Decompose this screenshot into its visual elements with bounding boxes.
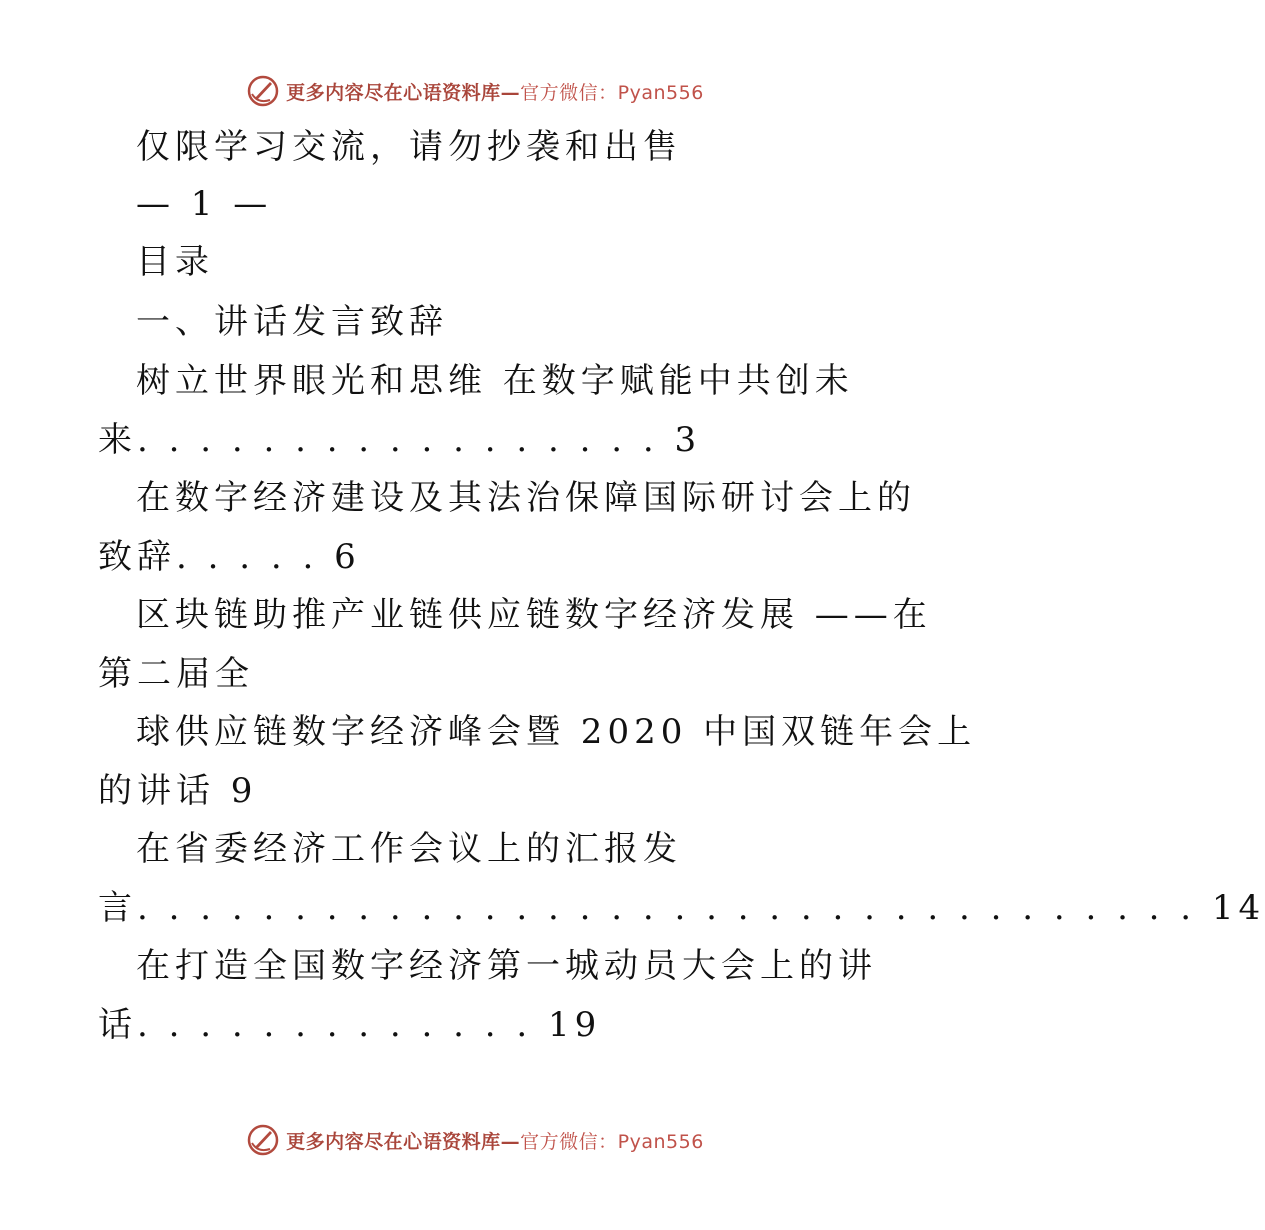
toc-entry-3-line2: 第二届全 — [98, 654, 254, 694]
banner-dash: — — [500, 81, 521, 104]
quill-logo-icon — [246, 1123, 280, 1157]
toc-entry-5-line1: 在打造全国数字经济第一城动员大会上的讲 — [136, 946, 877, 986]
banner-wechat: 官方微信：Pyan556 — [520, 1130, 704, 1153]
toc-entry-2-line2: 致辞. . . . . 6 — [98, 537, 361, 577]
quill-logo-icon — [246, 74, 280, 108]
disclaimer-line: 仅限学习交流，请勿抄袭和出售 — [136, 127, 682, 167]
toc-entry-5-line2: 话. . . . . . . . . . . . . 19 — [98, 1005, 602, 1045]
toc-entry-3-line3: 球供应链数字经济峰会暨 2020 中国双链年会上 — [136, 712, 977, 752]
section-heading: 一、讲话发言致辞 — [136, 302, 448, 342]
banner-wechat: 官方微信：Pyan556 — [520, 81, 704, 104]
header-watermark-banner — [0, 71, 950, 111]
banner-dash: — — [500, 1130, 521, 1153]
banner-slogan: 更多内容尽在心语资料库 — [286, 81, 501, 104]
toc-entry-2-line1: 在数字经济建设及其法治保障国际研讨会上的 — [136, 478, 916, 518]
toc-entry-3-line4: 的讲话 9 — [98, 771, 258, 811]
toc-entry-4-line1: 在省委经济工作会议上的汇报发 — [136, 829, 682, 869]
page-number: — 1 — — [136, 184, 273, 224]
toc-entry-1-line2: 来. . . . . . . . . . . . . . . . . 3 — [98, 420, 702, 460]
toc-title: 目录 — [136, 242, 214, 282]
toc-entry-3-line1: 区块链助推产业链供应链数字经济发展 ——在 — [136, 595, 932, 635]
footer-watermark-banner — [0, 1120, 950, 1160]
toc-entry-1-line1: 树立世界眼光和思维 在数字赋能中共创未 — [136, 361, 854, 401]
toc-entry-4-line2: 言. . . . . . . . . . . . . . . . . . . . . . . . . . . . . . . . . . 14 — [98, 888, 1265, 928]
banner-slogan: 更多内容尽在心语资料库 — [286, 1130, 501, 1153]
